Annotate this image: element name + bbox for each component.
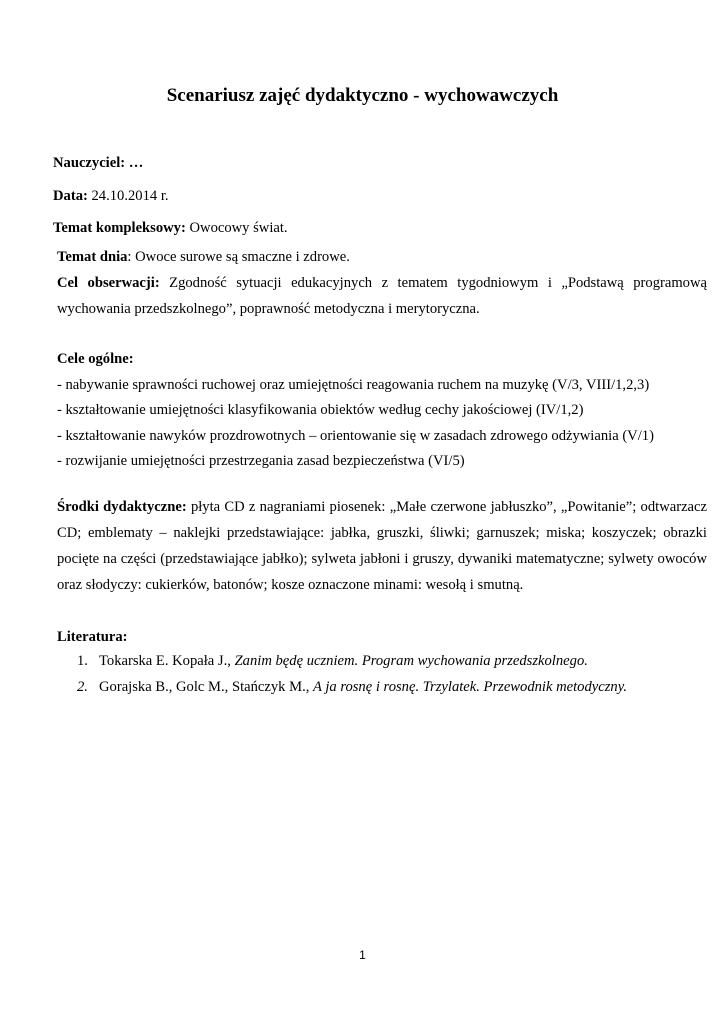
literature-item-title: A ja rosnę i rosnę. Trzylatek. Przewodnik metodyczny.	[313, 679, 628, 695]
teacher-line	[53, 154, 143, 172]
literature-item	[57, 674, 627, 700]
teacher-label: Nauczyciel: …	[53, 155, 144, 171]
day-topic-line	[57, 248, 350, 266]
literature-item-author: Gorajska B., Golc M., Stańczyk M.,	[99, 679, 314, 695]
literature-item-number: 1.	[77, 653, 88, 669]
literature-list	[57, 648, 627, 700]
literature-item	[57, 648, 627, 674]
document-title: Scenariusz zajęć dydaktyczno - wychowawczych	[166, 85, 559, 106]
day-topic-label: Temat dnia	[57, 249, 128, 265]
teaching-aids-label: Środki dydaktyczne:	[57, 499, 187, 515]
general-goal-item: - rozwijanie umiejętności przestrzegania zasad bezpieczeństwa (VI/5)	[57, 453, 465, 469]
day-topic-value: : Owoce surowe są smaczne i zdrowe.	[127, 249, 350, 265]
date-value: 24.10.2014 r.	[87, 188, 169, 204]
date-label: Data:	[53, 188, 88, 204]
teaching-aids-value: płyta CD z nagraniami piosenek: „Małe czerwone jabłuszko”, „Powitanie”; odtwarzacz CD; emblematy – naklejki przedstawiające: jabłka, gruszki, śliwki; garnuszek; miska; koszyczek; obrazki pocięte na części (przedstawiające jabłko); sylweta jabłoni i gruszy, dywaniki matematyczne; sylwety owoców oraz słodyczy: cukierków, batonów; kosze oznaczone minami: wesołą i smutną.	[57, 499, 707, 593]
complex-topic-value: Owocowy świat.	[185, 220, 288, 236]
teaching-aids-paragraph	[57, 494, 707, 598]
literature-heading: Literatura:	[57, 629, 128, 645]
page-number: 1	[359, 948, 366, 962]
general-goals-heading: Cele ogólne:	[57, 351, 134, 367]
literature-item-number: 2.	[77, 679, 88, 695]
observation-value: Zgodność sytuacji edukacyjnych z tematem tygodniowym i „Podstawą programową wychowania przedszkolnego”, poprawność metodyczna i merytoryczna.	[57, 275, 707, 317]
observation-paragraph	[57, 270, 707, 322]
literature-item-author: Tokarska E. Kopała J.,	[99, 653, 235, 669]
date-line	[53, 187, 169, 205]
general-goal-item: - nabywanie sprawności ruchowej oraz umiejętności reagowania ruchem na muzykę (V/3, VIII/1,2,3)	[57, 377, 650, 393]
complex-topic-line	[53, 219, 288, 237]
general-goal-item: - kształtowanie umiejętności klasyfikowania obiektów według cechy jakościowej (IV/1,2)	[57, 402, 584, 418]
complex-topic-label: Temat kompleksowy:	[53, 220, 186, 236]
literature-item-title: Zanim będę uczniem. Program wychowania przedszkolnego.	[234, 653, 588, 669]
observation-label: Cel obserwacji:	[57, 275, 160, 291]
general-goal-item: - kształtowanie nawyków prozdrowotnych – orientowanie się w zasadach zdrowego odżywiania (V/1)	[57, 428, 654, 444]
